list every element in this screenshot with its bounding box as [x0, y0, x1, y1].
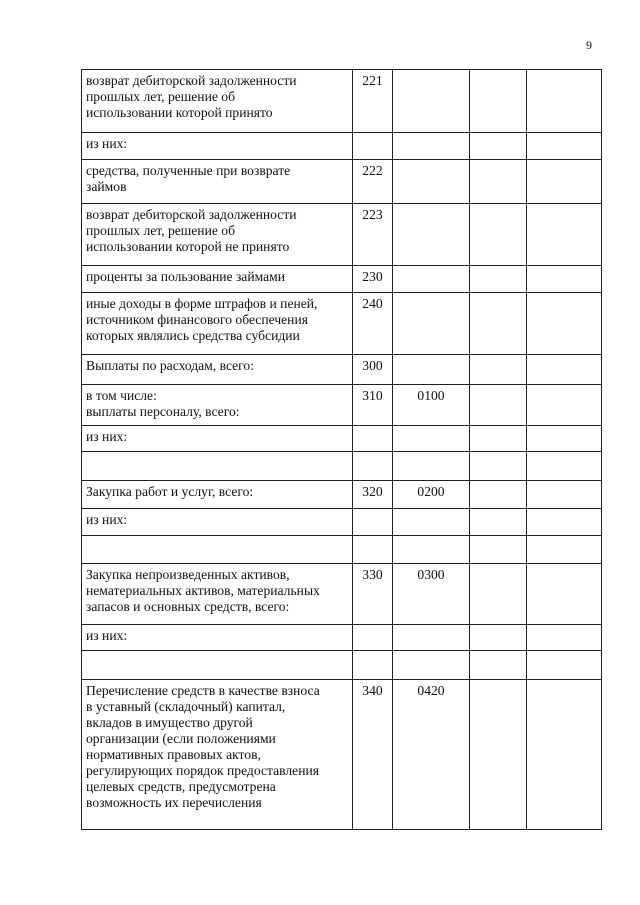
- row-kosgu-cell: 0300: [393, 564, 470, 625]
- row-kosgu-cell: 0200: [393, 481, 470, 509]
- table-row: [82, 509, 602, 536]
- row-code-cell: 340: [353, 680, 393, 830]
- row-kosgu-cell: 0420: [393, 680, 470, 830]
- row-value-cell: [527, 509, 602, 536]
- row-value-cell: [527, 204, 602, 266]
- table-row: [82, 204, 602, 266]
- row-value-cell: [470, 426, 527, 452]
- row-value-cell: [470, 452, 527, 481]
- row-value-cell: [527, 70, 602, 133]
- row-kosgu-cell: [393, 293, 470, 355]
- report-table: [81, 69, 602, 830]
- row-kosgu-cell: [393, 452, 470, 481]
- row-value-cell: [470, 133, 527, 160]
- row-value-cell: [470, 204, 527, 266]
- row-value-cell: [470, 680, 527, 830]
- row-name-cell: [82, 160, 353, 204]
- row-kosgu-cell: 0100: [393, 385, 470, 426]
- row-value-cell: [527, 536, 602, 564]
- row-code-cell: 222: [353, 160, 393, 204]
- row-label: возврат дебиторской задолженности прошлых лет, решение об использовании которой принято: [86, 73, 297, 120]
- row-code-cell: 310: [353, 385, 393, 426]
- table-row: [82, 293, 602, 355]
- row-code-cell: [353, 452, 393, 481]
- row-kosgu-cell: [393, 651, 470, 680]
- table-row: [82, 481, 602, 509]
- row-value-cell: [527, 651, 602, 680]
- row-value-cell: [527, 481, 602, 509]
- row-label: возврат дебиторской задолженности прошлых лет, решение об использовании которой не принято: [86, 207, 297, 254]
- row-code-cell: 230: [353, 266, 393, 293]
- row-code-cell: [353, 426, 393, 452]
- row-name-cell: [82, 385, 353, 426]
- row-value-cell: [470, 481, 527, 509]
- row-label: из них:: [86, 429, 128, 444]
- row-label: Выплаты по расходам, всего:: [86, 358, 254, 373]
- row-kosgu-cell: [393, 204, 470, 266]
- row-label: Закупка непроизведенных активов, нематериальных активов, материальных запасов и основных средств, всего:: [86, 567, 320, 614]
- row-code-cell: 223: [353, 204, 393, 266]
- table-row: [82, 266, 602, 293]
- table-row: [82, 70, 602, 133]
- row-kosgu-cell: [393, 509, 470, 536]
- table-row: [82, 355, 602, 385]
- row-label: иные доходы в форме штрафов и пеней, источником финансового обеспечения которых являлись средства субсидии: [86, 296, 318, 343]
- row-value-cell: [470, 625, 527, 651]
- table-row: [82, 426, 602, 452]
- row-name-cell: [82, 133, 353, 160]
- row-value-cell: [470, 536, 527, 564]
- row-kosgu-cell: [393, 133, 470, 160]
- row-name-cell: [82, 452, 353, 481]
- row-kosgu-cell: [393, 70, 470, 133]
- row-name-cell: [82, 426, 353, 452]
- row-kosgu-cell: [393, 355, 470, 385]
- row-code-cell: [353, 133, 393, 160]
- row-name-cell: [82, 680, 353, 830]
- row-value-cell: [527, 452, 602, 481]
- row-name-cell: [82, 509, 353, 536]
- table-row: [82, 625, 602, 651]
- row-code-cell: 330: [353, 564, 393, 625]
- row-kosgu-cell: [393, 266, 470, 293]
- row-name-cell: [82, 536, 353, 564]
- row-code-cell: [353, 651, 393, 680]
- table-row: [82, 385, 602, 426]
- row-name-cell: [82, 651, 353, 680]
- table-row: [82, 536, 602, 564]
- table-row: [82, 564, 602, 625]
- row-name-cell: [82, 293, 353, 355]
- row-code-cell: [353, 509, 393, 536]
- row-value-cell: [527, 426, 602, 452]
- row-value-cell: [470, 293, 527, 355]
- row-value-cell: [527, 160, 602, 204]
- row-value-cell: [470, 509, 527, 536]
- row-value-cell: [470, 70, 527, 133]
- row-value-cell: [470, 160, 527, 204]
- row-name-cell: [82, 266, 353, 293]
- row-kosgu-cell: [393, 625, 470, 651]
- row-code-cell: 320: [353, 481, 393, 509]
- row-value-cell: [527, 625, 602, 651]
- row-value-cell: [470, 651, 527, 680]
- row-kosgu-cell: [393, 426, 470, 452]
- row-label: из них:: [86, 136, 128, 151]
- row-value-cell: [527, 564, 602, 625]
- row-code-cell: 240: [353, 293, 393, 355]
- row-name-cell: [82, 204, 353, 266]
- row-name-cell: [82, 481, 353, 509]
- row-label: Закупка работ и услуг, всего:: [86, 484, 254, 499]
- table-row: [82, 651, 602, 680]
- row-value-cell: [470, 564, 527, 625]
- row-value-cell: [527, 680, 602, 830]
- row-name-cell: [82, 355, 353, 385]
- row-value-cell: [527, 355, 602, 385]
- row-code-cell: 300: [353, 355, 393, 385]
- table-row: [82, 133, 602, 160]
- table-row: [82, 452, 602, 481]
- row-value-cell: [470, 355, 527, 385]
- row-label: из них:: [86, 512, 128, 527]
- row-value-cell: [527, 133, 602, 160]
- row-kosgu-cell: [393, 536, 470, 564]
- row-code-cell: [353, 536, 393, 564]
- row-name-cell: [82, 564, 353, 625]
- table-row: [82, 680, 602, 830]
- row-value-cell: [527, 293, 602, 355]
- row-label: средства, полученные при возврате займов: [86, 163, 291, 194]
- row-kosgu-cell: [393, 160, 470, 204]
- page-number: 9: [586, 38, 592, 52]
- row-value-cell: [527, 266, 602, 293]
- table-row: [82, 160, 602, 204]
- row-name-cell: [82, 70, 353, 133]
- row-label: проценты за пользование займами: [86, 269, 286, 284]
- row-label: Перечисление средств в качестве взноса в уставный (складочный) капитал, вкладов в имущество другой организации (если положениями нормативных правовых актов, регулирующих порядок предоставления целевых средств, предусмотрена возможность их перечисления: [86, 683, 320, 810]
- row-value-cell: [527, 385, 602, 426]
- row-value-cell: [470, 385, 527, 426]
- row-label: из них:: [86, 628, 128, 643]
- row-code-cell: 221: [353, 70, 393, 133]
- row-name-cell: [82, 625, 353, 651]
- report-table-body: [82, 70, 602, 830]
- row-value-cell: [470, 266, 527, 293]
- row-label: в том числе: выплаты персоналу, всего:: [86, 388, 240, 419]
- row-code-cell: [353, 625, 393, 651]
